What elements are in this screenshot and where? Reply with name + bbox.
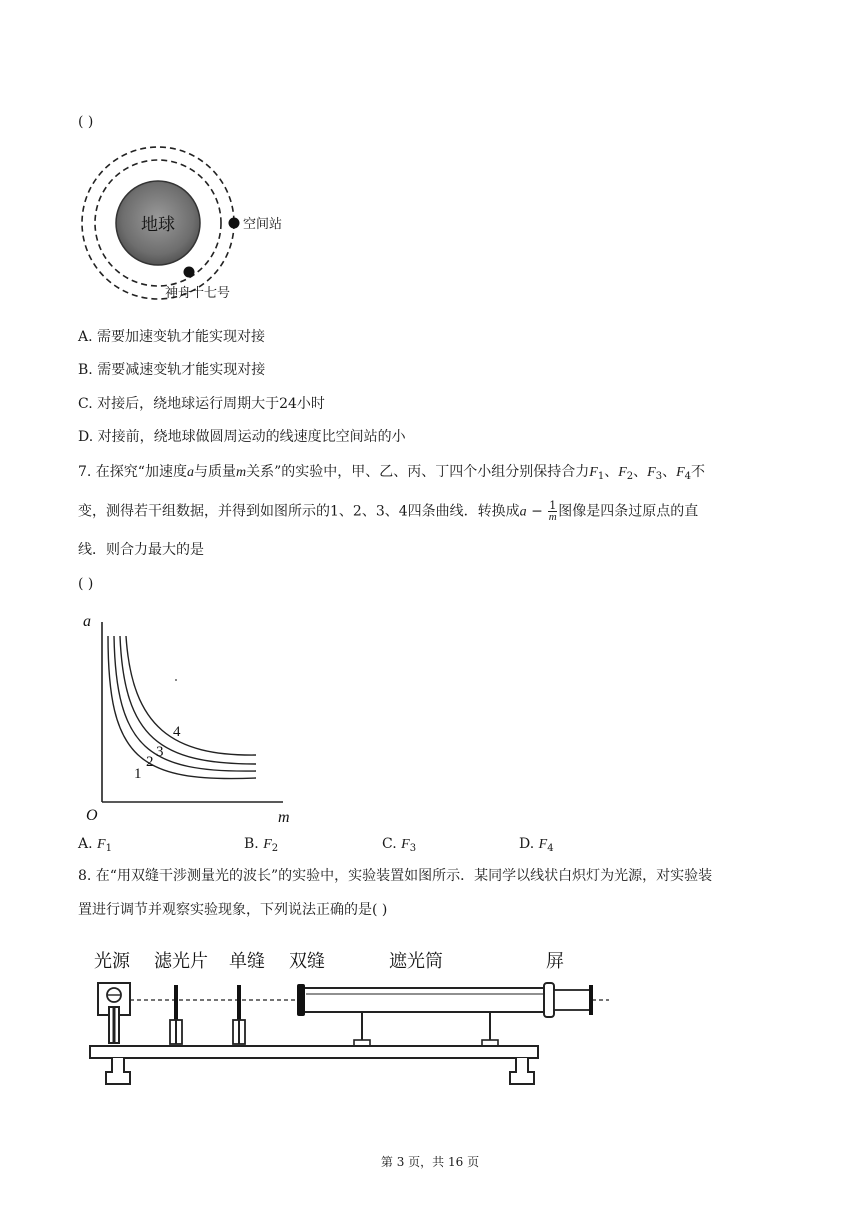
label-filter: 滤光片 [154, 951, 208, 972]
q7-option-d: D. $F_4$ [519, 836, 554, 854]
curve-1 [108, 636, 256, 779]
label-screen: 屏 [546, 951, 564, 972]
light-shield-tube [302, 988, 547, 1012]
q6-option-c: C. 对接后，绕地球运行周期大于24小时 [78, 396, 325, 412]
q8-line2: 置进行调节并观察实验现象，下列说法正确的是( ) [78, 902, 388, 918]
x-axis-label: m [278, 809, 290, 826]
q7-fraction: $\frac{1}{m}$ [548, 499, 557, 523]
q6-option-a: A. 需要加速变轨才能实现对接 [78, 329, 266, 345]
q7-line1: 7. 在探究“加速度a与质量m关系”的实验中，甲、乙、丙、丁四个小组分别保持合力$F_1$、$F_2$、$F_3$、$F_4$不 [78, 464, 705, 482]
curve-label-1: 1 [134, 766, 142, 782]
q6-paren: ( ) [78, 114, 94, 130]
curve-label-2: 2 [146, 754, 154, 770]
origin-label: O [86, 807, 98, 824]
label-double-slit: 双缝 [289, 951, 325, 972]
page-footer: 第 3 页，共 16 页 [380, 1155, 480, 1169]
q6-option-b: B. 需要减速变轨才能实现对接 [78, 362, 266, 378]
curve-2 [114, 636, 256, 771]
double-slit [297, 984, 305, 1016]
q6-option-d: D. 对接前，绕地球做圆周运动的线速度比空间站的小 [78, 429, 406, 445]
q7-option-a: A. $F_1$ [78, 836, 112, 854]
q7-line3: 线．则合力最大的是 [78, 542, 204, 558]
optical-rail [90, 1046, 538, 1058]
space-station-label: 空间站 [243, 217, 283, 232]
space-station-dot [229, 218, 240, 229]
y-axis-label: a [83, 613, 91, 630]
q7-paren: ( ) [78, 576, 94, 592]
acceleration-mass-graph [78, 608, 308, 828]
double-slit-apparatus [84, 945, 624, 1095]
q7-option-b: B. $F_2$ [244, 836, 279, 854]
label-single-slit: 单缝 [229, 951, 265, 972]
label-tube: 遮光筒 [389, 951, 443, 972]
curve-4 [126, 636, 256, 755]
q8-line1: 8. 在“用双缝干涉测量光的波长”的实验中，实验装置如图所示．某同学以线状白炽灯为光源，对实验装 [78, 868, 713, 884]
shenzhou-dot [184, 267, 195, 278]
q7-option-c: C. $F_3$ [382, 836, 417, 854]
q7-line2: 变，测得若干组数据，并得到如图所示的1、2、3、4四条曲线．转换成a − $\frac{1}{m}$ 图像是四条过原点的直 [78, 499, 699, 523]
curve-label-3: 3 [156, 744, 164, 760]
shenzhou-label: 神舟十七号 [165, 286, 231, 301]
curve-label-4: 4 [173, 724, 181, 740]
earth-label: 地球 [141, 215, 175, 235]
orbit-figure [72, 148, 292, 308]
label-light-source: 光源 [94, 951, 130, 972]
